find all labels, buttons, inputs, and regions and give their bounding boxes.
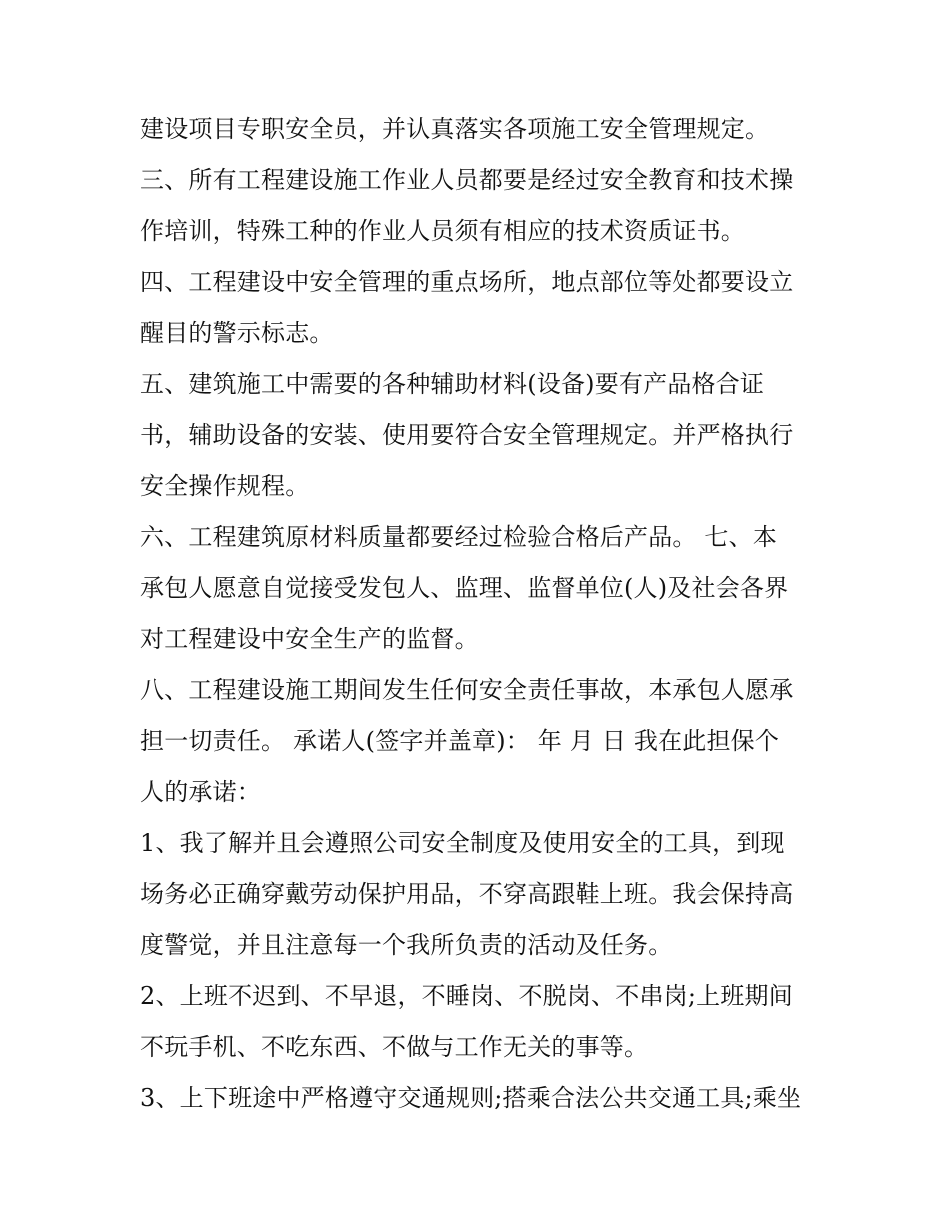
text-line: 2、上班不迟到、不早退，不睡岗、不脱岗、不串岗;上班期间 <box>140 982 793 1010</box>
text-line: 三、所有工程建设施工作业人员都要是经过安全教育和技术操 <box>140 166 794 194</box>
text-line: 承包人愿意自觉接受发包人、监理、监督单位(人)及社会各界 <box>140 574 789 602</box>
text-line: 3、上下班途中严格遵守交通规则;搭乘合法公共交通工具;乘坐 <box>140 1084 802 1112</box>
text-line: 作培训，特殊工种的作业人员须有相应的技术资质证书。 <box>140 217 745 245</box>
text-line: 四、工程建设中安全管理的重点场所，地点部位等处都要设立 <box>140 268 794 296</box>
text-line: 八、工程建设施工期间发生任何安全责任事故，本承包人愿承 <box>140 676 794 704</box>
text-line: 建设项目专职安全员，并认真落实各项施工安全管理规定。 <box>140 115 770 143</box>
text-line: 不玩手机、不吃东西、不做与工作无关的事等。 <box>140 1033 649 1061</box>
text-line: 安全操作规程。 <box>140 472 310 500</box>
text-line: 对工程建设中安全生产的监督。 <box>140 625 479 653</box>
text-line: 五、建筑施工中需要的各种辅助材料(设备)要有产品格合证 <box>140 370 765 398</box>
text-line: 度警觉，并且注意每一个我所负责的活动及任务。 <box>140 931 673 959</box>
text-line: 人的承诺： <box>140 778 261 806</box>
text-line: 担一切责任。 承诺人(签字并盖章)： 年 月 日 我在此担保个 <box>140 727 780 755</box>
text-line: 1、我了解并且会遵照公司安全制度及使用安全的工具，到现 <box>140 829 785 857</box>
text-line: 场务必正确穿戴劳动保护用品，不穿高跟鞋上班。我会保持高 <box>140 880 794 908</box>
text-line: 六、工程建筑原材料质量都要经过检验合格后产品。 七、本 <box>140 523 778 551</box>
text-line: 书，辅助设备的安装、使用要符合安全管理规定。并严格执行 <box>140 421 794 449</box>
text-line: 醒目的警示标志。 <box>140 319 334 347</box>
